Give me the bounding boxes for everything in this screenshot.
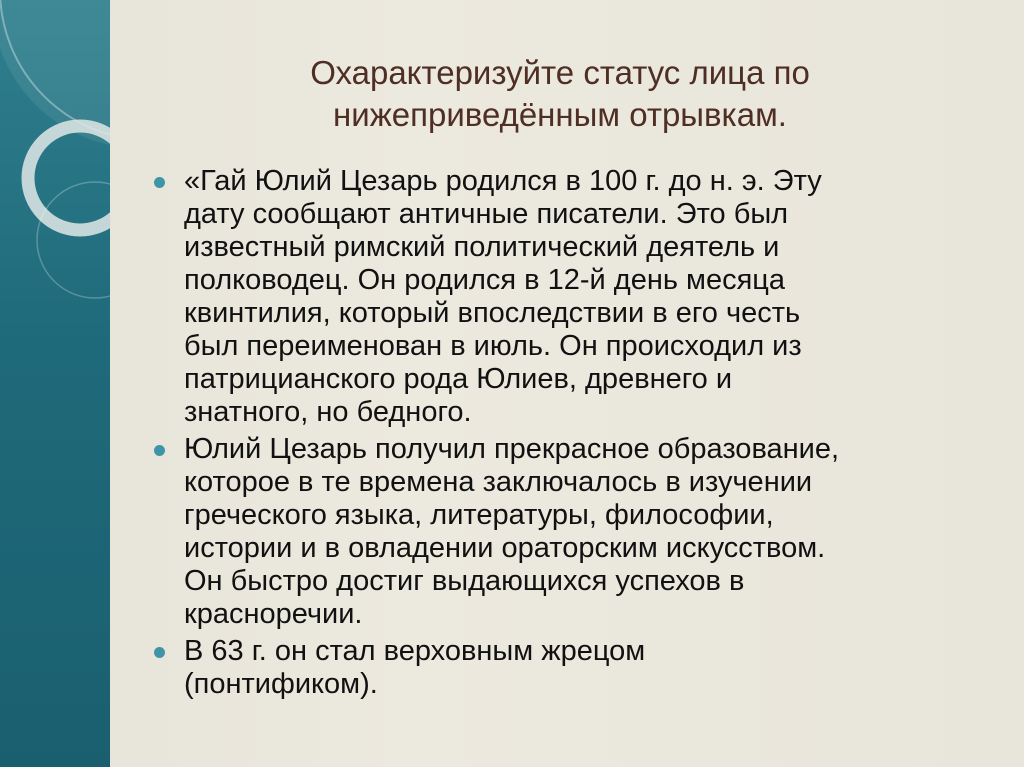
bullet-dot-icon xyxy=(154,445,165,456)
slide-title: Охарактеризуйте статус лица по нижеприведённым отрывкам. xyxy=(310,54,810,133)
decorative-side-panel xyxy=(0,0,110,767)
list-item xyxy=(152,635,982,701)
bullet-text: В 63 г. он стал верховным жрецом (понтификом). xyxy=(184,635,646,700)
bullet-list xyxy=(152,165,982,705)
ring-small-arc xyxy=(37,182,110,298)
bullet-text: «Гай Юлий Цезарь родился в 100 г. до н. э. Эту дату сообщают античные писатели. Это был известный римский политический деятель и полководец. Он родился в 12-й день месяца квинтилия, который впоследствии в его честь был переименован в июль. Он происходил из патрицианского рода Юлиев, древнего и знатного, но бедного. xyxy=(184,165,822,428)
list-item xyxy=(152,165,982,429)
bullet-dot-icon xyxy=(154,647,165,658)
bullet-text: Юлий Цезарь получил прекрасное образование, которое в те времена заключалось в изучении греческого языка, литературы, философии, истории и в овладении ораторским искусством. Он быстро достиг выдающихся успехов в красноречии. xyxy=(184,433,840,630)
bullet-dot-icon xyxy=(154,177,165,188)
list-item xyxy=(152,433,982,631)
decorative-rings xyxy=(0,0,110,767)
